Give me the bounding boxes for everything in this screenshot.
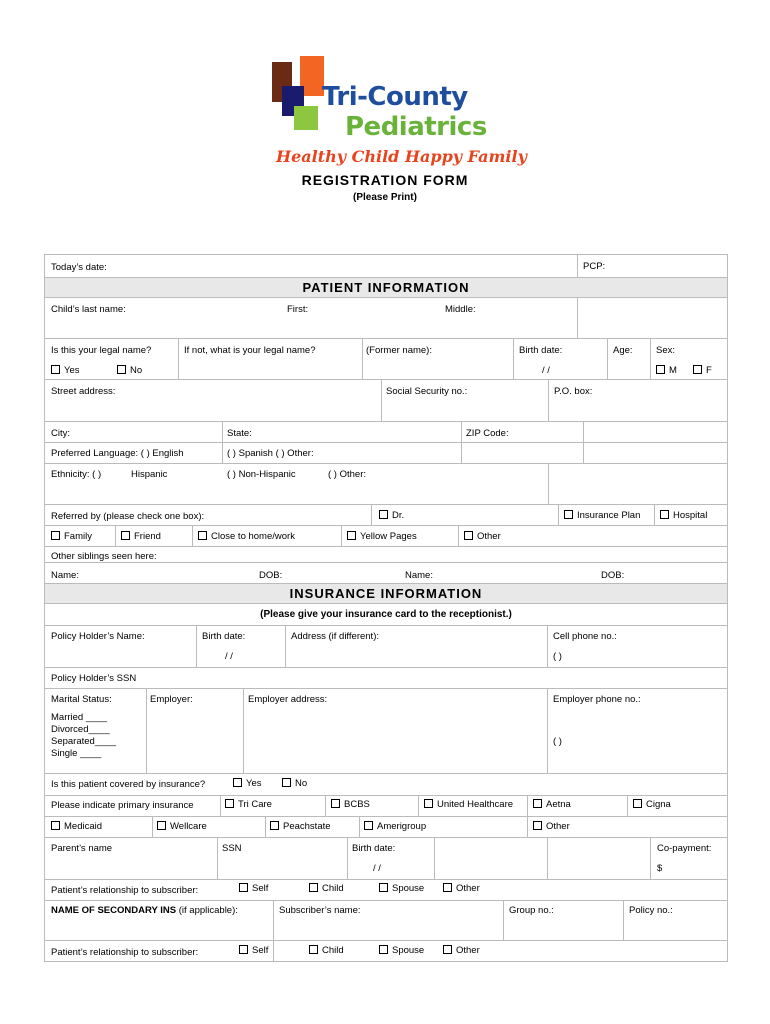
legal-no-checkbox[interactable]: No — [117, 365, 142, 376]
ethnicity-hispanic: Hispanic — [131, 469, 168, 480]
relationship-label: Patient’s relationship to subscriber: — [51, 885, 199, 896]
patient-info-heading: PATIENT INFORMATION — [302, 280, 470, 295]
rel2-child-checkbox[interactable]: Child — [309, 945, 344, 956]
referral-insurance-plan-checkbox[interactable]: Insurance Plan — [564, 510, 640, 521]
middle-name-label: Middle: — [445, 304, 476, 315]
policy-no-label: Policy no.: — [629, 905, 673, 916]
sex-m-checkbox[interactable]: M — [656, 365, 677, 376]
holder-ssn-label: Policy Holder’s SSN — [51, 673, 137, 684]
covered-yes-checkbox[interactable]: Yes — [233, 778, 262, 789]
cell-phone-paren: ( ) — [553, 651, 562, 662]
form-title: REGISTRATION FORM — [301, 172, 469, 188]
marital-status-label: Marital Status: — [51, 694, 112, 705]
last-name-label: Child’s last name: — [51, 304, 126, 315]
referred-by-label: Referred by (please check one box): — [51, 511, 205, 522]
group-no-label: Group no.: — [509, 905, 554, 916]
insurance-card-note: (Please give your insurance card to the receptionist.) — [260, 609, 512, 620]
marital-divorced: Divorced____ — [51, 724, 110, 735]
secondary-ins-label — [51, 905, 238, 916]
state-label: State: — [227, 428, 252, 439]
marital-single: Single ____ — [51, 748, 102, 759]
city-label: City: — [51, 428, 70, 439]
language-spanish-other-option[interactable]: ( ) Spanish ( ) Other: — [227, 448, 314, 459]
birth-date-separator: / / — [542, 365, 550, 376]
copayment-dollar: $ — [657, 863, 663, 874]
rel-child-checkbox[interactable]: Child — [309, 883, 344, 894]
ssn-label: Social Security no.: — [386, 386, 468, 397]
rel2-spouse-checkbox[interactable]: Spouse — [379, 945, 424, 956]
ins-medicaid-checkbox[interactable]: Medicaid — [51, 821, 102, 832]
pcp-label: PCP: — [583, 261, 606, 272]
employer-address-label: Employer address: — [248, 694, 328, 705]
ins-aetna-checkbox[interactable]: Aetna — [533, 799, 571, 810]
covered-no-checkbox[interactable]: No — [282, 778, 307, 789]
subscriber-name-label: Subscriber’s name: — [279, 905, 361, 916]
first-name-label: First: — [287, 304, 309, 315]
po-box-label: P.O. box: — [554, 386, 593, 397]
ins-united-healthcare-checkbox[interactable]: United Healthcare — [424, 799, 513, 810]
rel-other-checkbox[interactable]: Other — [443, 883, 480, 894]
sibling-name-label-2: Name: — [405, 570, 433, 581]
parent-birth-date-separator: / / — [373, 863, 381, 874]
ins-other-checkbox[interactable]: Other — [533, 821, 570, 832]
employer-phone-paren: ( ) — [553, 736, 562, 747]
ins-wellcare-checkbox[interactable]: Wellcare — [157, 821, 207, 832]
ethnicity-other[interactable]: ( ) Other: — [328, 469, 367, 480]
parent-birth-date-label: Birth date: — [352, 843, 396, 854]
marital-married: Married ____ — [51, 712, 107, 723]
language-english-option[interactable]: Preferred Language: ( ) English — [51, 448, 184, 459]
legal-name-label: If not, what is your legal name? — [184, 345, 316, 356]
street-address-label: Street address: — [51, 386, 116, 397]
registration-form — [44, 254, 728, 962]
referral-other-checkbox[interactable]: Other — [464, 531, 501, 542]
referral-family-checkbox[interactable]: Family — [51, 531, 92, 542]
rel2-self-checkbox[interactable]: Self — [239, 945, 268, 956]
secondary-ins-note: (if applicable): — [176, 905, 238, 916]
parent-ssn-label: SSN — [222, 843, 242, 854]
marital-separated: Separated____ — [51, 736, 116, 747]
former-name-label: (Former name): — [366, 345, 432, 356]
referral-dr-checkbox[interactable]: Dr. — [379, 510, 404, 521]
rel-self-checkbox[interactable]: Self — [239, 883, 268, 894]
insurance-info-heading: INSURANCE INFORMATION — [289, 586, 483, 601]
covered-question: Is this patient covered by insurance? — [51, 779, 206, 790]
ins-cigna-checkbox[interactable]: Cigna — [633, 799, 671, 810]
legal-yes-checkbox[interactable]: Yes — [51, 365, 80, 376]
sex-label: Sex: — [656, 345, 676, 356]
other-siblings-label: Other siblings seen here: — [51, 551, 157, 562]
rel2-other-checkbox[interactable]: Other — [443, 945, 480, 956]
birth-date-label: Birth date: — [519, 345, 563, 356]
form-subtitle: (Please Print) — [353, 192, 417, 203]
referral-friend-checkbox[interactable]: Friend — [121, 531, 161, 542]
secondary-ins-heading: NAME OF SECONDARY INS — [51, 905, 177, 916]
ethnicity-label[interactable]: Ethnicity: ( ) — [51, 469, 102, 480]
policy-holder-name-label: Policy Holder’s Name: — [51, 631, 145, 642]
holder-birth-date-separator: / / — [225, 651, 233, 662]
ins-peachstate-checkbox[interactable]: Peachstate — [270, 821, 331, 832]
cell-phone-label: Cell phone no.: — [553, 631, 617, 642]
sibling-name-label-1: Name: — [51, 570, 79, 581]
relationship-label-2: Patient’s relationship to subscriber: — [51, 947, 199, 958]
copayment-label: Co-payment: — [657, 843, 712, 854]
holder-birth-date-label: Birth date: — [202, 631, 246, 642]
referral-close-to-home-checkbox[interactable]: Close to home/work — [198, 531, 295, 542]
parent-name-label: Parent’s name — [51, 843, 113, 854]
logo-title: Tri-County — [322, 82, 468, 112]
sibling-dob-label-1: DOB: — [259, 570, 283, 581]
ins-bcbs-checkbox[interactable]: BCBS — [331, 799, 370, 810]
ins-tricare-checkbox[interactable]: Tri Care — [225, 799, 272, 810]
age-label: Age: — [613, 345, 633, 356]
legal-name-question: Is this your legal name? — [51, 345, 152, 356]
referral-hospital-checkbox[interactable]: Hospital — [660, 510, 707, 521]
logo-subtitle: Pediatrics — [345, 112, 487, 142]
ins-amerigroup-checkbox[interactable]: Amerigroup — [364, 821, 426, 832]
holder-address-label: Address (if different): — [291, 631, 380, 642]
ethnicity-non-hispanic[interactable]: ( ) Non-Hispanic — [227, 469, 296, 480]
sex-f-checkbox[interactable]: F — [693, 365, 712, 376]
employer-phone-label: Employer phone no.: — [553, 694, 641, 705]
primary-insurance-label: Please indicate primary insurance — [51, 800, 194, 811]
employer-label: Employer: — [150, 694, 193, 705]
logo-tagline: Healthy Child Happy Family — [276, 147, 527, 166]
rel-spouse-checkbox[interactable]: Spouse — [379, 883, 424, 894]
zip-label: ZIP Code: — [466, 428, 509, 439]
todays-date-label: Today’s date: — [51, 262, 107, 273]
referral-yellow-pages-checkbox[interactable]: Yellow Pages — [347, 531, 417, 542]
sibling-dob-label-2: DOB: — [601, 570, 625, 581]
